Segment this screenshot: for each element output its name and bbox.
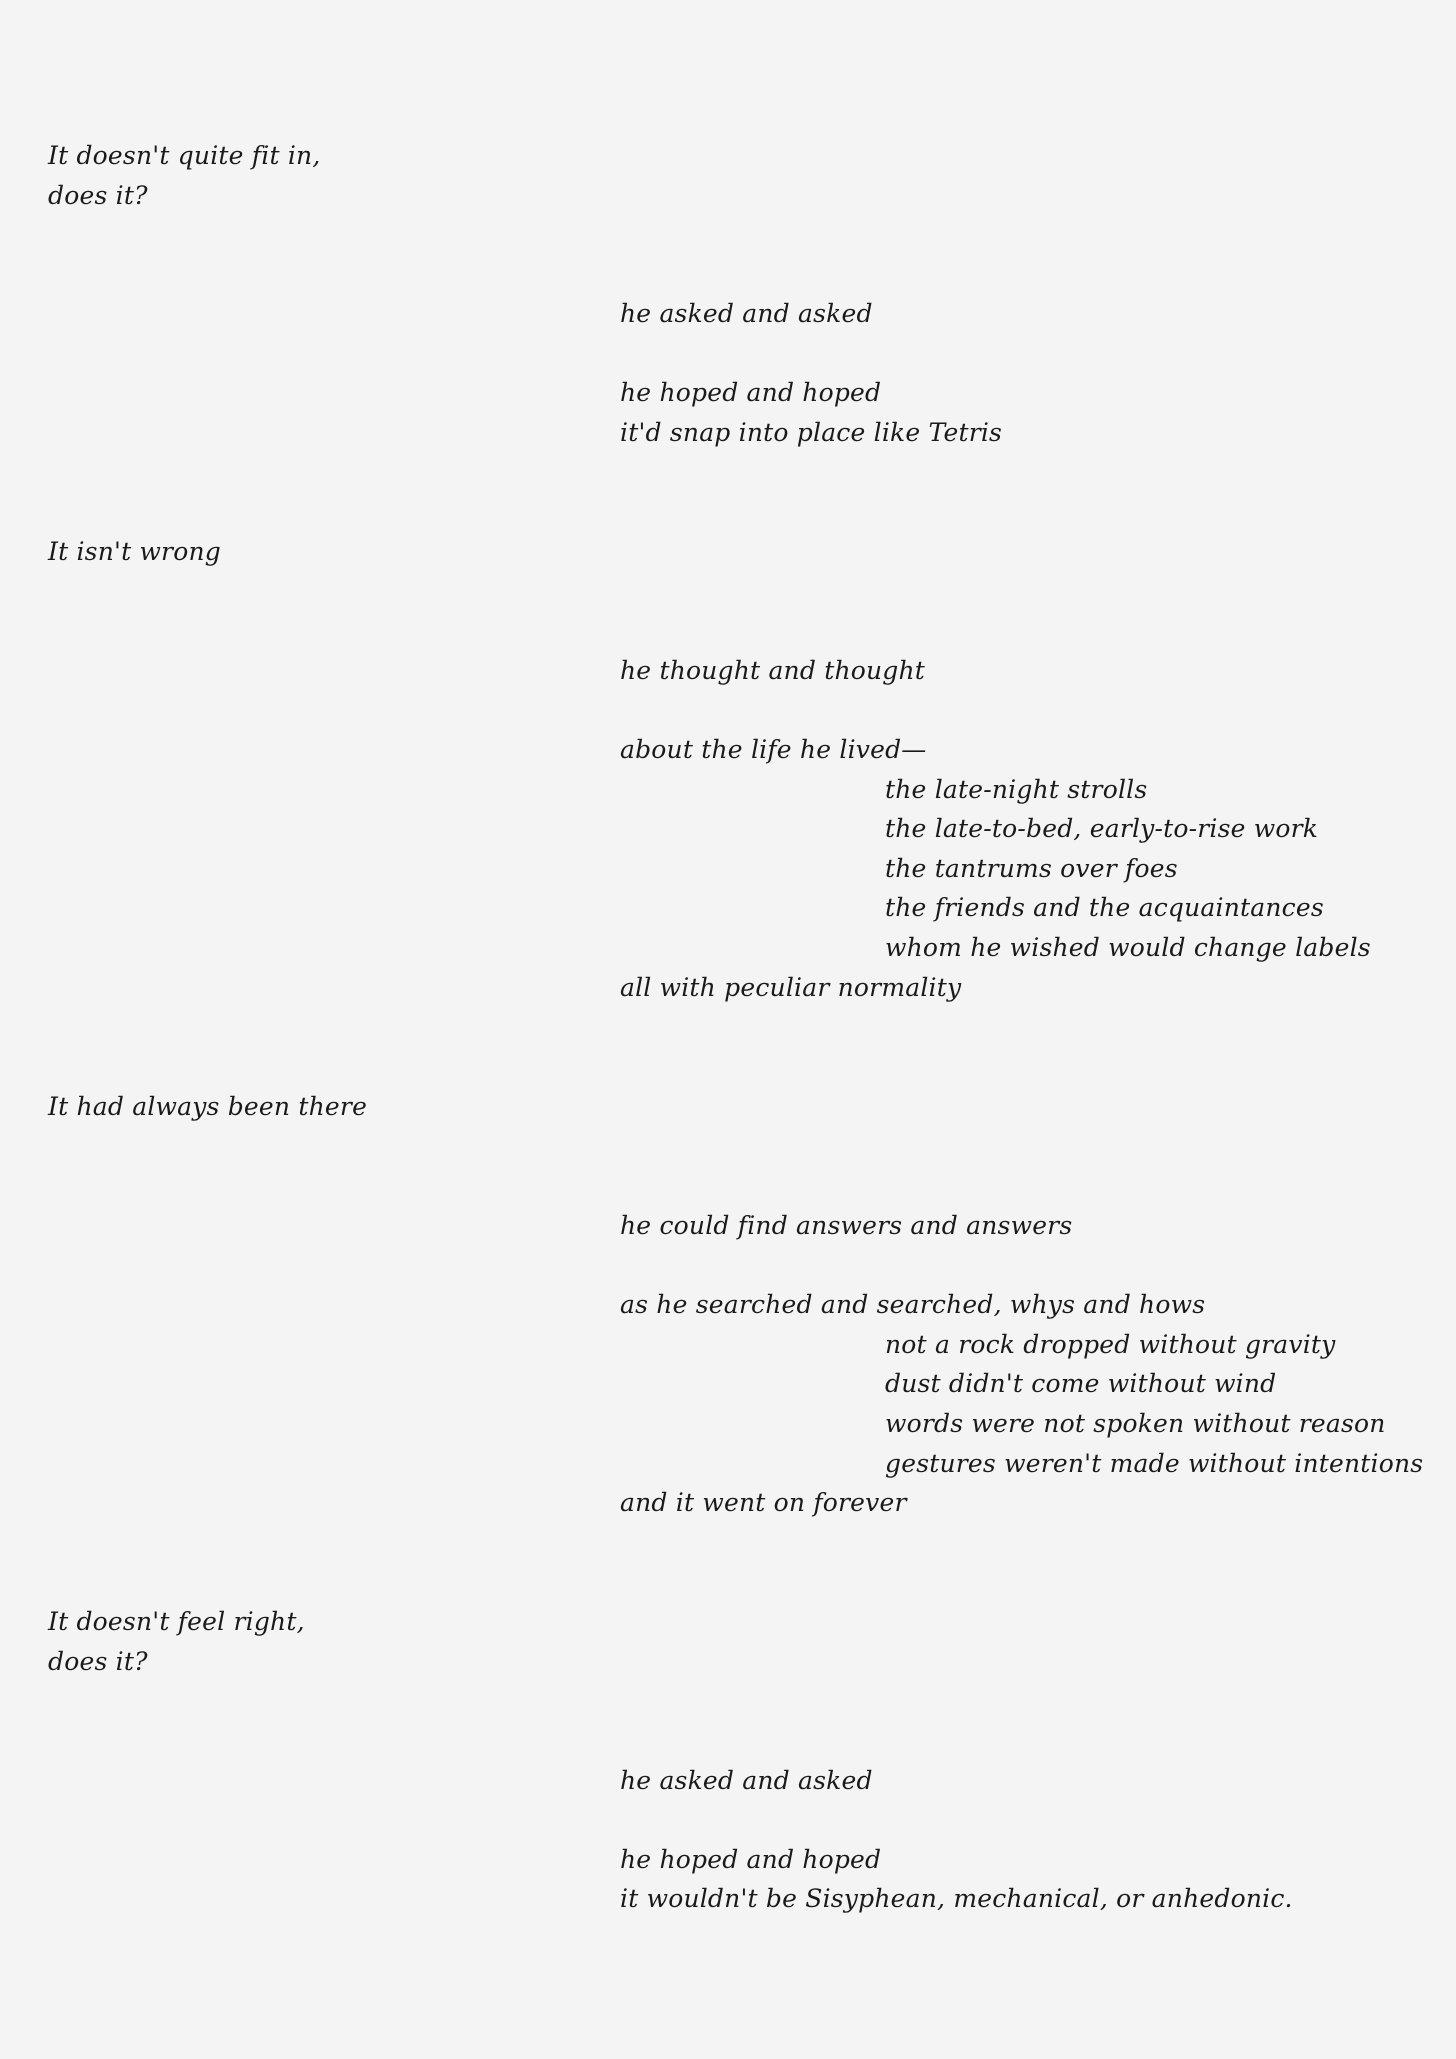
poem-line: he hoped and hoped — [620, 378, 882, 407]
poem-line: he thought and thought — [620, 656, 926, 685]
poem-line: It had always been there — [48, 1092, 368, 1121]
poem-line: he asked and asked — [620, 1766, 873, 1795]
poem-line: and it went on forever — [620, 1488, 907, 1517]
poem-line: not a rock dropped without gravity — [885, 1330, 1336, 1359]
poem-line: does it? — [48, 181, 148, 210]
poem-line: dust didn't come without wind — [885, 1369, 1277, 1398]
poem-line: it'd snap into place like Tetris — [620, 418, 1003, 447]
poem-line: he could find answers and answers — [620, 1211, 1073, 1240]
poem-line: the late-night strolls — [885, 775, 1148, 804]
poem-line: gestures weren't made without intentions — [885, 1449, 1424, 1478]
poem-line: It doesn't quite fit in, — [48, 141, 321, 170]
poem-line: as he searched and searched, whys and hows — [620, 1290, 1206, 1319]
poem-line: whom he wished would change labels — [885, 933, 1371, 962]
poem-line: the friends and the acquaintances — [885, 893, 1324, 922]
poem-line: does it? — [48, 1647, 148, 1676]
poem-line: about the life he lived— — [620, 735, 927, 764]
poem-line: he asked and asked — [620, 299, 873, 328]
poem-line: It doesn't feel right, — [48, 1607, 305, 1636]
poem-line: it wouldn't be Sisyphean, mechanical, or anhedonic. — [620, 1884, 1293, 1913]
poem-line: all with peculiar normality — [620, 973, 962, 1002]
poem-line: the tantrums over foes — [885, 854, 1178, 883]
poem-line: words were not spoken without reason — [885, 1409, 1386, 1438]
poem-line: the late-to-bed, early-to-rise work — [885, 814, 1319, 843]
poem-line: It isn't wrong — [48, 537, 221, 566]
poem-line: he hoped and hoped — [620, 1845, 882, 1874]
